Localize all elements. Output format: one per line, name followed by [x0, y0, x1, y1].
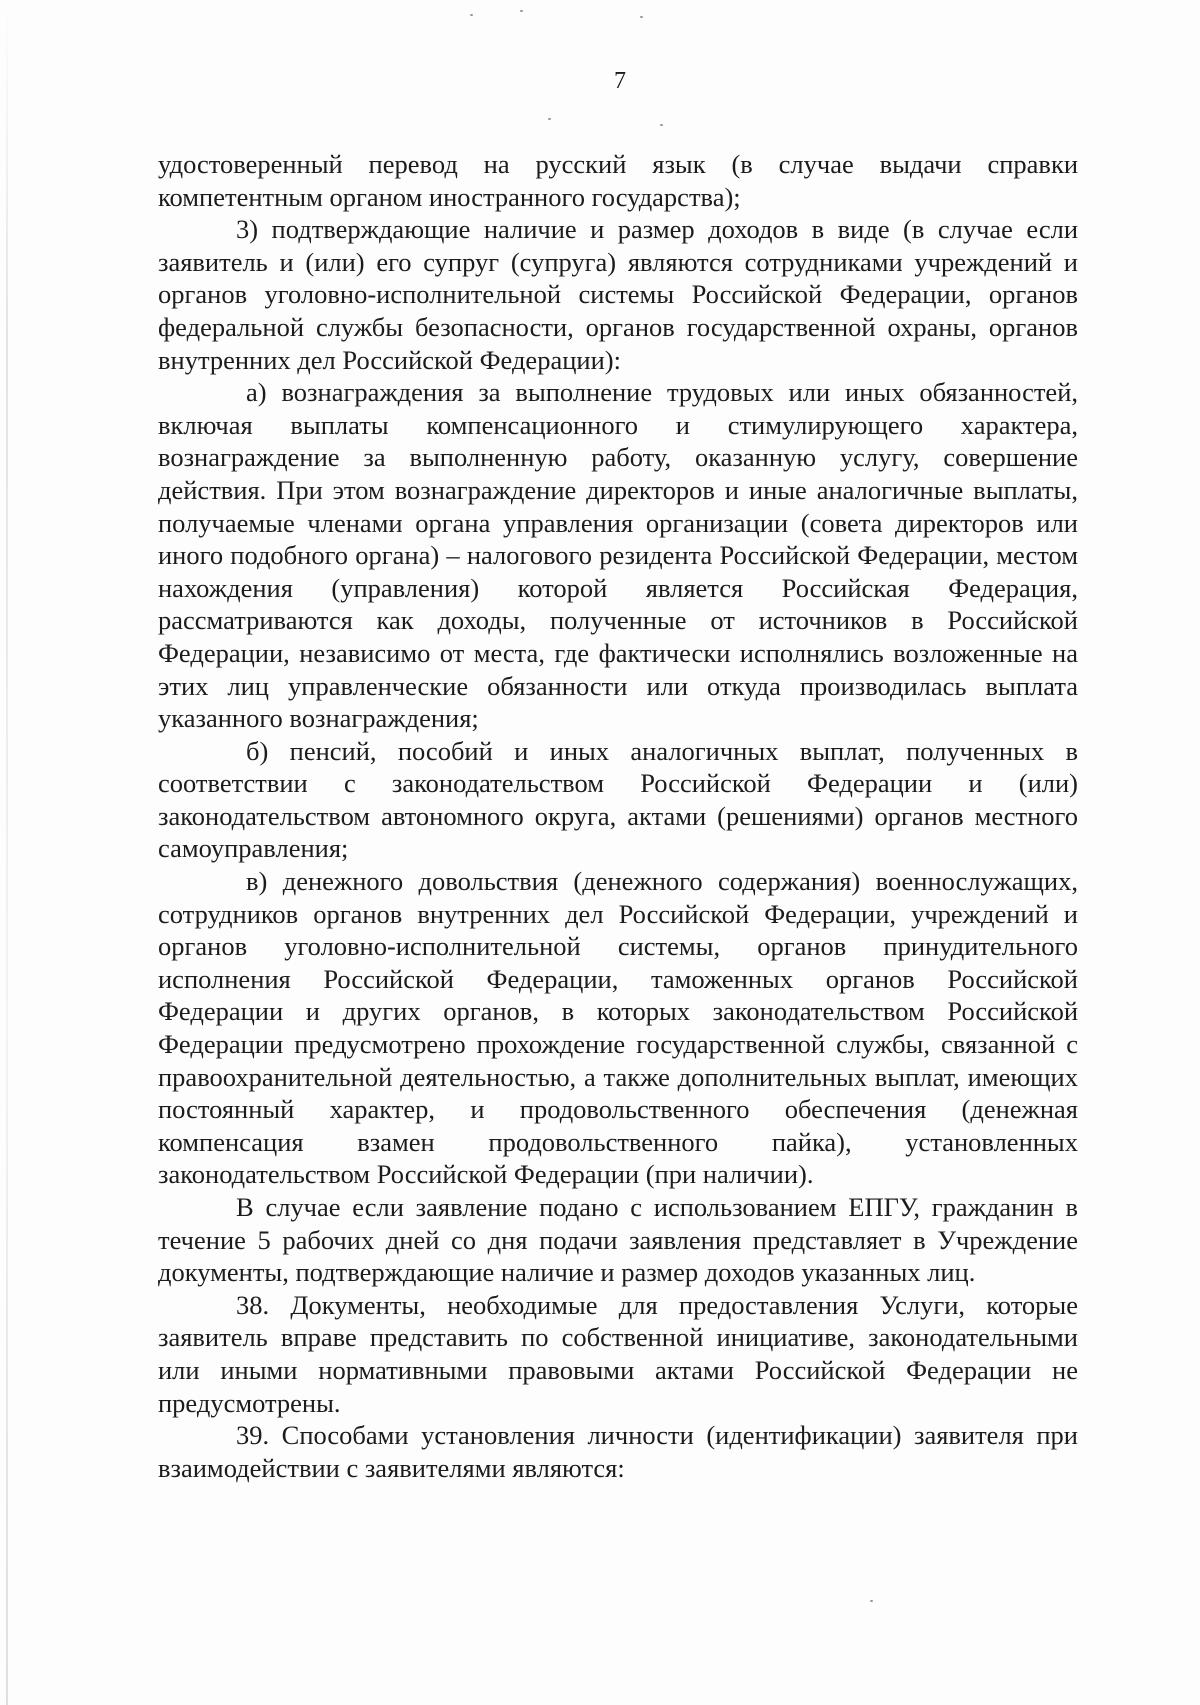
paragraph-subitem-b: б) пенсий, пособий и иных аналогичных выплат, полученных в соответствии с законодательством Российской Федерации и (или) законодательством автономного округа, актами (решениями) органов местного самоуправления;	[158, 735, 1078, 864]
paragraph-epgu-note: В случае если заявление подано с использованием ЕПГУ, гражданин в течение 5 рабочих дней со дня подачи заявления представляет в Учреждение документы, подтверждающие наличие и размер доходов указанных лиц.	[158, 1192, 1078, 1288]
document-body	[158, 148, 1078, 1484]
scan-speck	[660, 124, 663, 126]
paragraph-item-3: 3) подтверждающие наличие и размер доходов в виде (в случае если заявитель и (или) его супруг (супруга) являются сотрудниками учреждений и органов уголовно-исполнительной системы Российской Федерации, органов федеральной службы безопасности, органов государственной охраны, органов внутренних дел Российской Федерации):	[158, 214, 1078, 375]
paragraph-subitem-a: а) вознаграждения за выполнение трудовых или иных обязанностей, включая выплаты компенсационного и стимулирующего характера, вознаграждение за выполненную работу, оказанную услугу, совершение действия. При этом вознаграждение директоров и иные аналогичные выплаты, получаемые членами органа управления организации (совета директоров или иного подобного органа) – налогового резидента Российской Федерации, местом нахождения (управления) которой является Российская Федерация, рассматриваются как доходы, полученные от источников в Российской Федерации, независимо от места, где фактически исполнялись возложенные на этих лиц управленческие обязанности или откуда производилась выплата указанного вознаграждения;	[158, 377, 1078, 734]
paragraph-item-38: 38. Документы, необходимые для предоставления Услуги, которые заявитель вправе представить по собственной инициативе, законодательными или иными нормативными правовыми актами Российской Федерации не предусмотрены.	[158, 1289, 1078, 1418]
scan-speck	[640, 16, 643, 18]
paragraph-item-39: 39. Способами установления личности (идентификации) заявителя при взаимодействии с заявителями являются:	[158, 1420, 1078, 1483]
paragraph-subitem-v: в) денежного довольствия (денежного содержания) военнослужащих, сотрудников органов внутренних дел Российской Федерации, учреждений и органов уголовно-исполнительной системы, органов принудительного исполнения Российской Федерации, таможенных органов Российской Федерации и других органов, в которых законодательством Российской Федерации предусмотрено прохождение государственной службы, связанной с правоохранительной деятельностью, а также дополнительных выплат, имеющих постоянный характер, и продовольственного обеспечения (денежная компенсация взамен продовольственного пайка), установленных законодательством Российской Федерации (при наличии).	[158, 866, 1078, 1190]
scan-edge-shadow	[6, 0, 8, 1705]
scan-speck	[520, 10, 523, 12]
paragraph-translation-note: удостоверенный перевод на русский язык (в случае выдачи справки компетентным органом иностранного государства);	[158, 149, 1078, 212]
scan-speck	[548, 118, 551, 120]
scan-speck	[470, 14, 473, 16]
scan-speck	[870, 1600, 873, 1602]
page-number: 7	[614, 68, 626, 94]
